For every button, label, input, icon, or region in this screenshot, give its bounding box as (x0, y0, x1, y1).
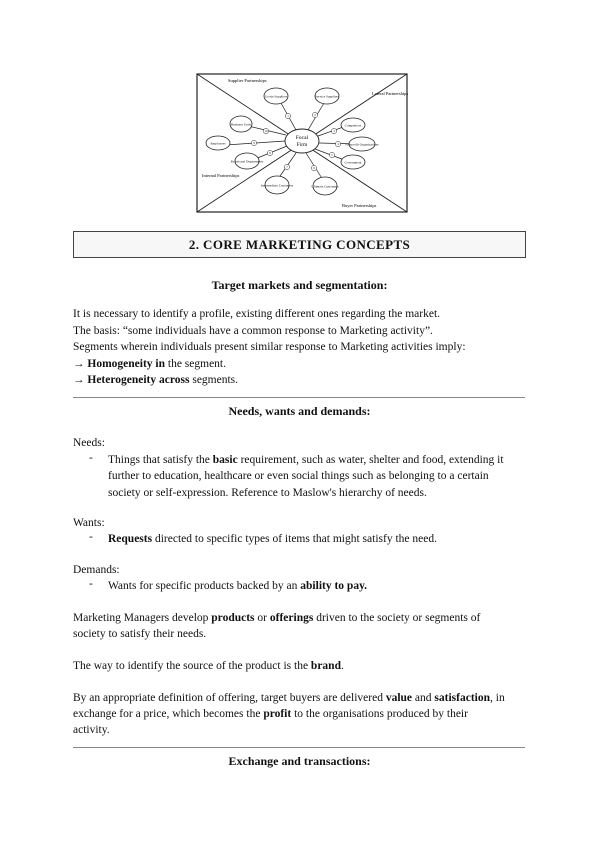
needs-label: Needs: (73, 437, 105, 449)
quadrant-bottom-label: Buyer Partnerships (342, 203, 377, 208)
marker-10: 10 (264, 129, 268, 133)
bullet-dash: - (89, 452, 93, 464)
marker-7: 7 (286, 165, 288, 169)
brand-line: The way to identify the source of the product is the brand. (73, 660, 344, 672)
marker-8: 8 (269, 151, 271, 155)
demands-label: Demands: (73, 564, 120, 576)
needs-line-3: society or self-expression. Reference to Maslow's hierarchy of needs. (108, 487, 427, 499)
marketing-managers-line-2: society to satisfy their needs. (73, 628, 207, 640)
node-goods-suppliers: Goods Suppliers (264, 94, 288, 99)
quadrant-right-label: Lateral Partnerships (372, 91, 408, 96)
marker-5: 5 (331, 153, 333, 157)
marker-1: 1 (287, 114, 289, 118)
heterogeneity-line: → Heterogeneity across segments. (73, 374, 239, 386)
center-label-1: Focal (295, 135, 309, 141)
offering-line-3: activity. (73, 724, 110, 736)
node-nonprofit: Nonprofit Organizations (345, 142, 379, 147)
paragraph-line: It is necessary to identify a profile, existing different ones regarding the market. (73, 308, 441, 320)
paragraph-line: The basis: “some individuals have a common response to Marketing activity”. (73, 325, 433, 337)
node-business-units: Business Units (230, 122, 252, 127)
divider (73, 397, 525, 398)
subheading-target-markets: Target markets and segmentation: (211, 278, 388, 292)
arrow-icon: → (73, 358, 85, 370)
offering-line-2: exchange for a price, which becomes the profit to the organisations produced by their (73, 708, 468, 720)
arrow-icon: → (73, 374, 85, 386)
needs-line-2: further to education, healthcare or even social things such as belonging to a certain (108, 470, 489, 482)
marker-4: 4 (337, 142, 339, 146)
wants-label: Wants: (73, 517, 105, 529)
node-service-suppliers: Service Suppliers (315, 94, 339, 99)
node-competitors: Competitors (344, 123, 362, 128)
marker-9: 9 (253, 141, 255, 145)
homogeneity-line: → Homogeneity in the segment. (73, 358, 226, 370)
subheading-needs: Needs, wants and demands: (228, 404, 371, 418)
node-ultimate-customers: Ultimate Customers (311, 184, 339, 189)
node-employees: Employees (210, 141, 226, 146)
partnership-diagram (196, 73, 408, 213)
bullet-dash: - (89, 531, 93, 543)
wants-line: Requests directed to specific types of items that might satisfy the need. (108, 533, 437, 545)
center-label-2: Firm (296, 142, 308, 148)
section-heading-box (73, 231, 526, 258)
node-functional-departments: Functional Departments (230, 159, 264, 164)
section-title: 2. CORE MARKETING CONCEPTS (188, 236, 411, 252)
offering-line-1: By an appropriate definition of offering, target buyers are delivered value and satisfaction, in (73, 692, 505, 704)
node-government: Government (344, 160, 362, 165)
marker-3: 3 (333, 129, 335, 133)
needs-line-1: Things that satisfy the basic requirement, such as water, shelter and food, extending it (108, 454, 504, 466)
subheading-exchange: Exchange and transactions: (228, 754, 371, 768)
quadrant-top-label: Supplier Partnerships (228, 78, 267, 83)
bullet-dash: - (89, 578, 93, 590)
demands-line: Wants for specific products backed by an ability to pay. (108, 580, 368, 592)
divider (73, 747, 525, 748)
marker-6: 6 (313, 166, 315, 170)
marketing-managers-line-1: Marketing Managers develop products or offerings driven to the society or segments of (73, 612, 481, 624)
quadrant-left-label: Internal Partnerships (202, 173, 240, 178)
marker-2: 2 (314, 113, 316, 117)
node-intermediate-customers: Intermediate Customers (260, 183, 294, 188)
paragraph-line: Segments wherein individuals present similar response to Marketing activities imply: (73, 341, 466, 353)
